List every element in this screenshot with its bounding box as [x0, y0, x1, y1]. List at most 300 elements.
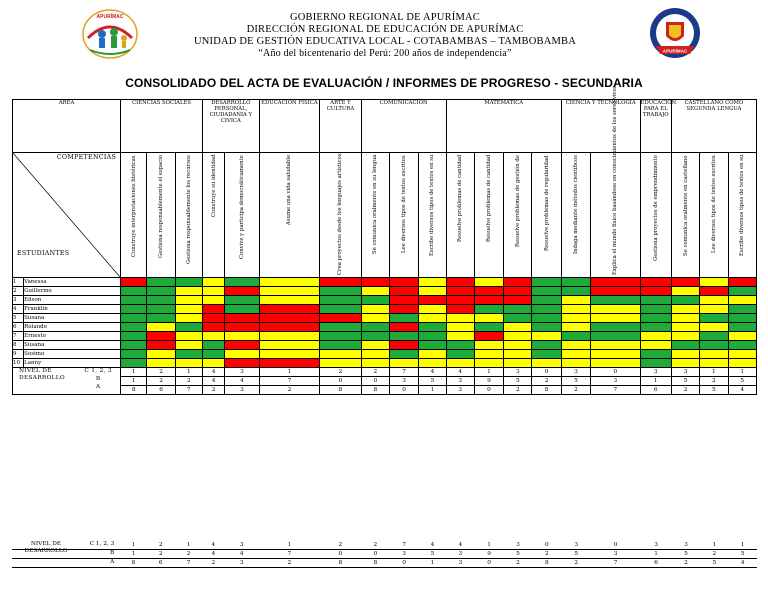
competencias-label: COMPETENCIAS	[56, 154, 117, 161]
area-header-8: EDUCACIÓN PARA EL TRABAJO	[640, 100, 671, 153]
level-row	[13, 377, 757, 386]
grade-cell	[175, 287, 202, 296]
bottom-level-count: 8	[320, 559, 362, 568]
grade-cell	[700, 332, 728, 341]
student-number: 7	[13, 332, 24, 341]
grade-cell	[504, 296, 532, 305]
grade-cell	[147, 341, 175, 350]
area-header-7: CIENCIA Y TECNOLOGÍA	[561, 100, 640, 153]
grade-cell	[728, 341, 756, 350]
grade-cell	[147, 323, 175, 332]
grade-cell	[728, 323, 756, 332]
bottom-level-count: 1	[259, 541, 320, 550]
bottom-level-label-cell	[12, 541, 120, 554]
bottom-level-count: 2	[361, 541, 389, 550]
grade-cell	[361, 296, 389, 305]
level-count: 7	[389, 368, 418, 377]
level-count: 7	[259, 377, 320, 386]
competencia-header-2	[147, 153, 175, 278]
grade-cell	[700, 296, 728, 305]
grade-cell	[640, 332, 671, 341]
grade-cell	[121, 314, 147, 323]
level-count: 5	[504, 377, 532, 386]
student-number: 6	[13, 323, 24, 332]
grade-cell	[700, 314, 728, 323]
bottom-level-count: 3	[389, 550, 418, 559]
level-count: 2	[320, 368, 361, 377]
competencia-label: Se comunica oralmente en su lengua	[372, 155, 379, 255]
level-count: 3	[446, 377, 474, 386]
level-count: 7	[175, 386, 202, 395]
bottom-level-count: 4	[202, 541, 224, 550]
grade-cell	[175, 332, 202, 341]
competencia-header-5	[225, 153, 259, 278]
grade-cell	[561, 332, 590, 341]
bottom-level-count: 2	[320, 541, 362, 550]
grade-cell	[474, 314, 503, 323]
grade-cell	[700, 287, 728, 296]
level-count: 1	[419, 386, 446, 395]
grade-cell	[121, 278, 147, 287]
student-number: 2	[13, 287, 24, 296]
grade-cell	[225, 278, 259, 287]
grade-cell	[671, 305, 699, 314]
grade-cell	[561, 305, 590, 314]
competencia-header-8	[361, 153, 389, 278]
bottom-level-count: 5	[419, 550, 446, 559]
level-count: 7	[591, 386, 641, 395]
bottom-level-count: 1	[120, 550, 146, 559]
grade-cell	[225, 350, 259, 359]
competencia-label: Resuelve problemas de gestión de	[514, 155, 521, 247]
grade-cell	[561, 359, 590, 368]
bottom-level-label-cell	[12, 559, 120, 568]
grade-cell	[532, 296, 561, 305]
level-count: 0	[320, 377, 361, 386]
competencia-label: Explica el mundo físico basándose en conocimientos de los seres vivos	[612, 85, 619, 275]
grade-cell	[121, 341, 147, 350]
header-line-direccion: DIRECCIÓN REGIONAL DE EDUCACIÓN DE APURÍMAC	[246, 24, 524, 35]
grade-cell	[121, 323, 147, 332]
level-count: 4	[446, 368, 474, 377]
student-row	[13, 359, 757, 368]
student-number: 5	[13, 314, 24, 323]
student-name: Vanessa	[24, 278, 121, 287]
grade-cell	[474, 296, 503, 305]
grade-cell	[561, 314, 590, 323]
competencia-header-18	[671, 153, 699, 278]
bottom-level-count: 2	[700, 550, 728, 559]
grade-cell	[671, 341, 699, 350]
grade-cell	[561, 350, 590, 359]
grade-cell	[320, 332, 361, 341]
apurimac-seal	[648, 6, 702, 62]
grade-cell	[700, 341, 728, 350]
competencia-header-17	[640, 153, 671, 278]
student-row	[13, 350, 757, 359]
grade-cell	[203, 278, 225, 287]
bottom-level-count: 4	[728, 559, 757, 568]
nivel-label	[13, 368, 121, 395]
bottom-level-count: 2	[259, 559, 320, 568]
bottom-level-count: 8	[120, 559, 146, 568]
level-count: 3	[225, 368, 259, 377]
level-count: 4	[203, 377, 225, 386]
level-code: B	[95, 376, 101, 382]
bottom-level-count: 2	[147, 541, 175, 550]
level-count: 6	[640, 386, 671, 395]
header-line-ugel: UNIDAD DE GESTIÓN EDUCATIVA LOCAL - COTABAMBAS – TAMBOBAMBA	[193, 36, 577, 47]
area-header-3: EDUCACIÓN FISICA	[259, 100, 320, 153]
competencia-label: Indaga mediante métodos científicos	[572, 155, 579, 254]
grade-cell	[320, 341, 361, 350]
grade-cell	[532, 341, 561, 350]
grade-cell	[361, 305, 389, 314]
grade-cell	[419, 359, 446, 368]
bottom-level-count: 7	[175, 559, 202, 568]
grade-cell	[361, 323, 389, 332]
level-count: 2	[671, 386, 699, 395]
diagonal-line	[13, 153, 120, 277]
grade-cell	[728, 305, 756, 314]
bottom-level-count: 1	[700, 541, 728, 550]
student-number: 9	[13, 350, 24, 359]
level-count: 3	[561, 368, 590, 377]
grade-cell	[259, 350, 320, 359]
competencia-label: Lee diversos tipos de textos escritos	[401, 155, 408, 253]
bottom-level-count: 7	[591, 559, 641, 568]
competencia-header-3	[175, 153, 202, 278]
bottom-level-count: 4	[419, 541, 446, 550]
level-count: 5	[561, 377, 590, 386]
grade-cell	[591, 278, 641, 287]
grade-cell	[203, 323, 225, 332]
grade-cell	[532, 323, 561, 332]
level-count: 5	[671, 377, 699, 386]
student-row	[13, 305, 757, 314]
grade-cell	[474, 287, 503, 296]
bottom-level-count: 1	[175, 541, 202, 550]
level-count: 4	[225, 377, 259, 386]
competencia-header-1	[121, 153, 147, 278]
level-count: 5	[700, 386, 728, 395]
student-number: 8	[13, 341, 24, 350]
grade-cell	[640, 305, 671, 314]
competencia-header-20	[728, 153, 756, 278]
grade-cell	[561, 341, 590, 350]
level-count: 2	[147, 377, 175, 386]
student-name: Guillermo	[24, 287, 121, 296]
grade-cell	[147, 296, 175, 305]
bottom-level-count: 2	[562, 559, 591, 568]
grade-cell	[389, 350, 418, 359]
header-lines	[150, 12, 620, 60]
evaluation-table	[12, 85, 757, 395]
competencia-label: Gestiona responsablemente los recursos	[185, 155, 192, 264]
bottom-level-row	[12, 559, 757, 568]
grade-cell	[389, 278, 418, 287]
area-label-cell: AREA	[13, 100, 121, 153]
grade-cell	[504, 323, 532, 332]
level-count: 8	[361, 386, 389, 395]
level-count: 0	[389, 386, 418, 395]
level-count: 2	[561, 386, 590, 395]
grade-cell	[121, 332, 147, 341]
grade-cell	[474, 359, 503, 368]
competencia-label: Construye su identidad	[210, 155, 217, 218]
grade-cell	[640, 287, 671, 296]
grade-cell	[561, 278, 590, 287]
grade-cell	[532, 314, 561, 323]
level-count: 3	[640, 368, 671, 377]
student-row	[13, 332, 757, 341]
grade-cell	[640, 341, 671, 350]
grade-cell	[259, 332, 320, 341]
bottom-level-count: 1	[120, 541, 146, 550]
student-name: Franklin	[24, 305, 121, 314]
grade-cell	[504, 278, 532, 287]
grade-cell	[147, 314, 175, 323]
level-count: 2	[700, 377, 728, 386]
bottom-level-code: A	[110, 559, 115, 565]
grade-cell	[446, 287, 474, 296]
level-count: 5	[728, 377, 756, 386]
level-count: 5	[419, 377, 446, 386]
bottom-level-count: 3	[446, 559, 474, 568]
competencia-header-13	[504, 153, 532, 278]
student-name: Sosimo	[24, 350, 121, 359]
bottom-level-count: 0	[474, 559, 503, 568]
grade-cell	[320, 359, 361, 368]
level-count: 0	[532, 368, 561, 377]
bottom-level-count: 5	[562, 550, 591, 559]
bottom-level-count: 3	[504, 541, 532, 550]
grade-cell	[203, 359, 225, 368]
bottom-level-count: 5	[700, 559, 728, 568]
grade-cell	[203, 314, 225, 323]
student-number: 3	[13, 296, 24, 305]
level-code: C 1, 2, 3	[84, 368, 112, 374]
level-count: 2	[532, 377, 561, 386]
level-row	[13, 368, 757, 377]
grade-cell	[474, 350, 503, 359]
grade-cell	[389, 287, 418, 296]
bottom-level-count: 5	[504, 550, 532, 559]
grade-cell	[361, 287, 389, 296]
grade-cell	[121, 296, 147, 305]
grade-cell	[671, 359, 699, 368]
student-row	[13, 323, 757, 332]
bottom-level-count: 8	[361, 559, 389, 568]
grade-cell	[361, 278, 389, 287]
grade-cell	[419, 305, 446, 314]
grade-cell	[259, 278, 320, 287]
grade-cell	[259, 287, 320, 296]
competencia-header-6	[259, 153, 320, 278]
area-header-4: ARTE Y CULTURA	[320, 100, 361, 153]
grade-cell	[671, 278, 699, 287]
grade-cell	[225, 332, 259, 341]
grade-cell	[259, 296, 320, 305]
grade-cell	[175, 341, 202, 350]
bottom-level-count: 2	[532, 550, 561, 559]
grade-cell	[446, 341, 474, 350]
level-count: 2	[361, 368, 389, 377]
level-count: 1	[700, 368, 728, 377]
grade-cell	[700, 323, 728, 332]
grade-cell	[419, 332, 446, 341]
area-header-1: CIENCIAS SOCIALES	[121, 100, 203, 153]
grade-cell	[175, 350, 202, 359]
bottom-level-count: 6	[147, 559, 175, 568]
bottom-level-count: 6	[640, 559, 671, 568]
competencia-label: Escribe diversos tipos de textos en su	[739, 155, 746, 257]
bottom-level-label-cell	[12, 550, 120, 559]
estudiantes-label: ESTUDIANTES	[17, 250, 70, 257]
competencia-header-14	[532, 153, 561, 278]
grade-cell	[389, 323, 418, 332]
grade-cell	[121, 359, 147, 368]
grade-cell	[175, 278, 202, 287]
grade-cell	[640, 323, 671, 332]
bottom-level-count: 1	[474, 541, 503, 550]
student-name: Edson	[24, 296, 121, 305]
bottom-level-count: 7	[389, 541, 418, 550]
grade-cell	[419, 314, 446, 323]
level-count: 9	[474, 377, 503, 386]
grade-cell	[446, 314, 474, 323]
grade-cell	[474, 341, 503, 350]
bottom-level-count: 2	[147, 550, 175, 559]
grade-cell	[320, 287, 361, 296]
level-count: 2	[147, 368, 175, 377]
level-count: 4	[419, 368, 446, 377]
bottom-level-count: 3	[225, 559, 259, 568]
bottom-level-count: 3	[562, 541, 591, 550]
grade-cell	[203, 287, 225, 296]
grade-cell	[203, 350, 225, 359]
grade-cell	[225, 314, 259, 323]
student-row	[13, 314, 757, 323]
grade-cell	[147, 359, 175, 368]
grade-cell	[121, 350, 147, 359]
grade-cell	[640, 278, 671, 287]
bottom-level-code: B	[110, 550, 115, 556]
grade-cell	[640, 314, 671, 323]
competencias-header-row	[13, 153, 757, 278]
grade-cell	[591, 287, 641, 296]
header-line-government: GOBIERNO REGIONAL DE APURÍMAC	[289, 12, 481, 23]
grade-cell	[671, 350, 699, 359]
header-line-year-motto: “Año del bicentenario del Perú: 200 años de independencia”	[258, 48, 512, 59]
grade-cell	[389, 296, 418, 305]
grade-cell	[389, 359, 418, 368]
grade-cell	[225, 296, 259, 305]
competencia-label: Gestiona proyectos de emprendimiento	[652, 155, 659, 261]
level-count: 0	[361, 377, 389, 386]
area-header-5: COMUNICACIÓN	[361, 100, 446, 153]
grade-cell	[419, 341, 446, 350]
grade-cell	[419, 296, 446, 305]
level-count: 6	[147, 386, 175, 395]
bottom-level-row	[12, 541, 757, 550]
level-count: 8	[532, 386, 561, 395]
document-header	[0, 0, 768, 70]
document-title: CONSOLIDADO DEL ACTA DE EVALUACIÓN / INFORMES DE PROGRESO - SECUNDARIA	[125, 76, 643, 90]
level-count: 3	[671, 368, 699, 377]
grade-cell	[225, 287, 259, 296]
competencia-label: Lee diversos tipos de textos escritos	[710, 155, 717, 253]
grade-cell	[728, 350, 756, 359]
grade-cell	[591, 314, 641, 323]
level-count: 4	[728, 386, 756, 395]
bottom-level-count: 5	[728, 550, 757, 559]
bottom-level-count: 3	[640, 541, 671, 550]
student-row	[13, 278, 757, 287]
level-count: 3	[225, 386, 259, 395]
level-count: 1	[474, 368, 503, 377]
level-count: 1	[175, 368, 202, 377]
bottom-nivel-label: NIVEL DE DESARROLLO	[24, 541, 68, 554]
grade-cell	[532, 350, 561, 359]
grade-cell	[504, 305, 532, 314]
level-count: 2	[259, 386, 320, 395]
grade-cell	[504, 341, 532, 350]
bottom-level-count: 0	[532, 541, 561, 550]
grade-cell	[259, 359, 320, 368]
student-name: Susana	[24, 341, 121, 350]
grade-cell	[446, 323, 474, 332]
bottom-level-count: 3	[672, 541, 700, 550]
level-count: 1	[640, 377, 671, 386]
grade-cell	[561, 287, 590, 296]
student-row	[13, 341, 757, 350]
competencia-label: Escribe diversos tipos de textos en su	[429, 155, 436, 257]
bottom-level-count: 5	[672, 550, 700, 559]
bottom-level-row	[12, 550, 757, 559]
grade-cell	[474, 332, 503, 341]
competencia-header-10	[419, 153, 446, 278]
level-count: 1	[728, 368, 756, 377]
grade-cell	[446, 296, 474, 305]
grade-cell	[561, 323, 590, 332]
competencia-header-7	[320, 153, 361, 278]
level-count: 2	[203, 386, 225, 395]
competencia-label: Convive y participa democráticamente	[238, 155, 245, 259]
grade-cell	[175, 323, 202, 332]
grade-cell	[361, 350, 389, 359]
grade-cell	[671, 296, 699, 305]
grade-cell	[474, 278, 503, 287]
student-number: 10	[13, 359, 24, 368]
student-row	[13, 296, 757, 305]
grade-cell	[320, 296, 361, 305]
bottom-level-code: C 1, 2, 3	[89, 541, 115, 547]
grade-cell	[419, 278, 446, 287]
bottom-level-count: 0	[591, 541, 641, 550]
grade-cell	[389, 305, 418, 314]
grade-cell	[320, 323, 361, 332]
grade-cell	[671, 314, 699, 323]
grade-cell	[671, 332, 699, 341]
grade-cell	[259, 341, 320, 350]
grade-cell	[320, 350, 361, 359]
grade-cell	[504, 287, 532, 296]
grade-cell	[700, 278, 728, 287]
competencia-label: Resuelve problemas de regularidad	[543, 155, 550, 251]
grade-cell	[320, 305, 361, 314]
grade-cell	[446, 350, 474, 359]
